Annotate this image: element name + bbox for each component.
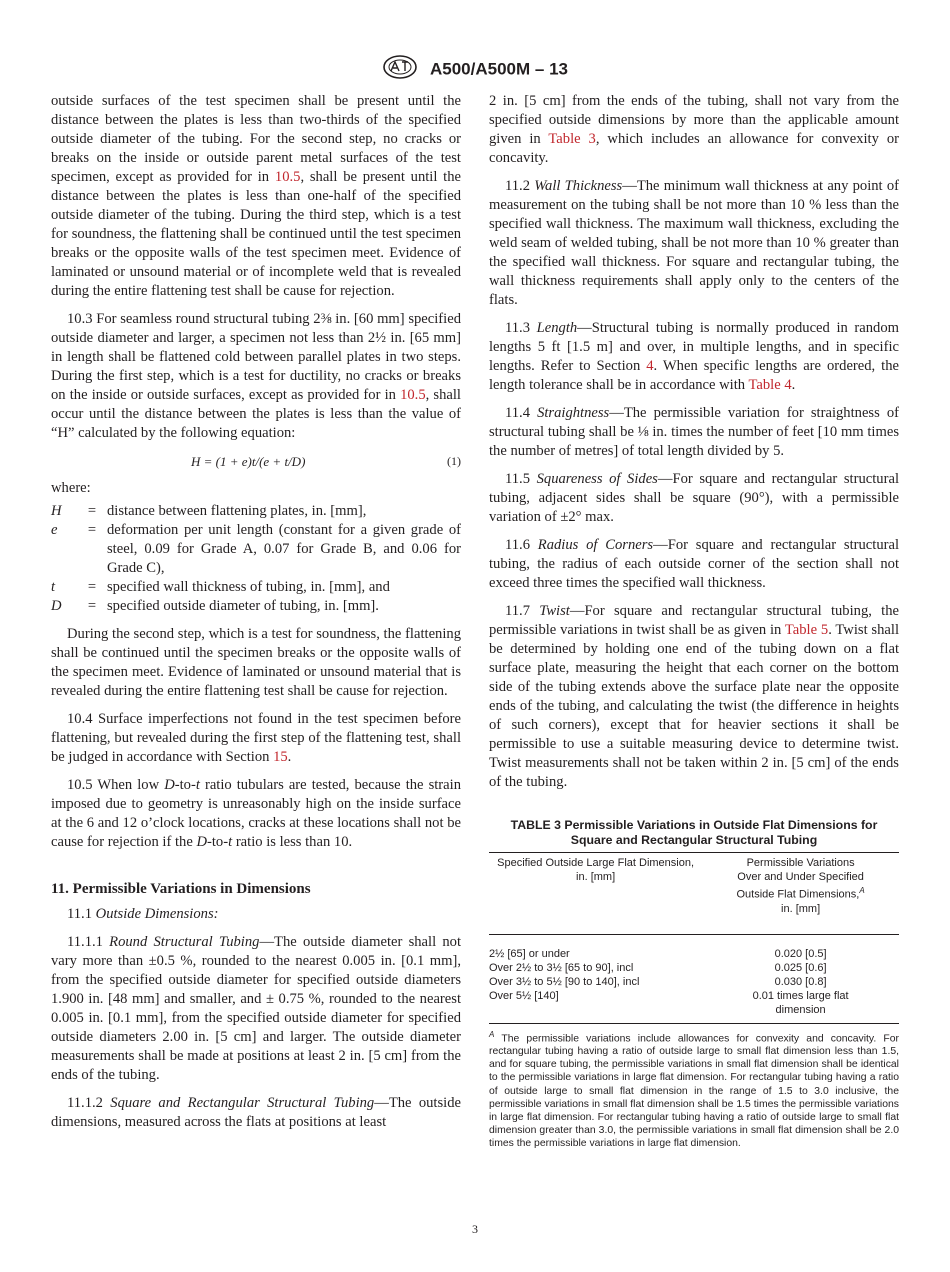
section-link[interactable]: 10.5 bbox=[400, 387, 426, 403]
section-link[interactable]: 4 bbox=[646, 358, 654, 374]
table-3 bbox=[489, 852, 899, 1024]
definition-row: e = deformation per unit length (constant for a given grade of steel, 0.09 for Grade A, 0.07 for Grade B, and 0.06 for Grade C), bbox=[51, 522, 461, 576]
paragraph: outside surfaces of the test specimen shall be present until the distance between the plates is less than two-thirds of the specified outside diameter of the tubing. For the second step, no cracks or breaks on the inside or outside parent metal surfaces of the test specimen, except as provided for in 10.5, shall be present until the distance between the plates is less than one-half of the specified outside diameter of the tubing. During the third step, which is a test for soundness, the flattening shall be continued until the test specimen breaks or the opposite walls of the test specimen meet. Evidence of laminated or unsound material or of incomplete weld that is revealed during the entire flattening test shall be cause for rejection. bbox=[51, 93, 462, 299]
section-link[interactable]: 15 bbox=[273, 749, 288, 765]
table-link[interactable]: Table 5 bbox=[784, 622, 829, 638]
column-header: Permissible Variations Over and Under Specified Outside Flat Dimensions,$^A$ in. [mm] bbox=[702, 853, 899, 935]
paragraph: 2 in. [5 cm] from the ends of the tubing, shall not vary from the specified outside dimensions by more than the applicable amount given in Table 3, which includes an allowance for convexity or concavity. bbox=[489, 93, 899, 166]
table-row: Over 2½ to 3½ [65 to 90], incl 0.025 [0.6] bbox=[489, 961, 827, 974]
table-3-title: TABLE 3 Permissible Variations in Outside Flat Dimensions for Square and Rectangular Structural Tubing bbox=[510, 818, 878, 847]
paragraph-11-2: 11.2 Wall Thickness—The minimum wall thickness at any point of measurement on the tubing shall be not more than 10 % less than the specified wall thickness. The maximum wall thickness, excluding the weld seam of welded tubing, shall be not more than 10 % greater than the specified wall thickness. For square and rectangular tubing, the wall thickness requirements shall apply only to the centers of the flats. bbox=[489, 178, 899, 308]
astm-logo-icon bbox=[382, 54, 418, 85]
section-link[interactable]: 10.5 bbox=[274, 169, 301, 185]
table-row: 2½ [65] or under 0.020 [0.5] bbox=[489, 947, 827, 960]
column-header: Specified Outside Large Flat Dimension, in. [mm] bbox=[489, 853, 702, 935]
definition-row: D = specified outside diameter of tubing, in. [mm]. bbox=[51, 598, 379, 614]
paragraph-10-3: 10.3 For seamless round structural tubing 2⅜ in. [60 mm] specified outside diameter and larger, a specimen not less than 2½ in. [65 mm] in length shall be flattened cold between parallel plates in two steps. During the first step, which is a test for ductility, no cracks or breaks on the inside or outside surfaces, except as provided for in 10.5, shall occur until the distance between the plates is less than the value of “H” calculated by the following equation: bbox=[51, 311, 461, 441]
page-number: 3 bbox=[472, 1222, 478, 1236]
equation-number: (1) bbox=[447, 454, 461, 468]
table-link[interactable]: Table 4 bbox=[748, 377, 792, 393]
definition-row: t = specified wall thickness of tubing, in. [mm], and bbox=[51, 579, 390, 595]
equation-1 bbox=[51, 452, 461, 471]
paragraph-11-4: 11.4 Straightness—The permissible variation for straightness of structural tubing shall be ⅛ in. times the number of feet [10 mm times the number of metres] of total length divided by 5. bbox=[489, 405, 899, 459]
paragraph-11-5: 11.5 Squareness of Sides—For square and rectangular structural tubing, adjacent sides shall be square (90°), with a permissible variation of ±2° max. bbox=[489, 471, 899, 525]
paragraph-11-1-1: 11.1.1 Round Structural Tubing—The outside diameter shall not vary more than ±0.5 %, rounded to the nearest 0.005 in. [0.1 mm], from the specified outside diameter for specified outside diameters 1.900 in. [48 mm] and smaller, and ± 0.75 %, rounded to the nearest 0.005 in. [0.1 mm], from the specified outside diameter for specified outside diameters 2.00 in. [5 cm] and larger. The outside diameter measurements shall be made at positions at least 2 in. [5 cm] from the ends of the tubing. bbox=[51, 934, 462, 1083]
paragraph-11-6: 11.6 Radius of Corners—For square and rectangular structural tubing, the radius of each outside corner of the section shall not exceed three times the specified wall thickness. bbox=[489, 537, 900, 591]
document-code: A500/A500M – 13 bbox=[430, 59, 568, 79]
definition-row: H = distance between flattening plates, in. [mm], bbox=[51, 503, 367, 519]
where-label: where: bbox=[51, 480, 91, 496]
equation-text: H = (1 + e)t/(e + t/D) bbox=[191, 454, 306, 469]
table-header-row bbox=[489, 853, 899, 935]
table-row: Over 3½ to 5½ [90 to 140], incl 0.030 [0.8] bbox=[489, 975, 827, 988]
symbol-definitions bbox=[51, 502, 461, 616]
paragraph-11-1: 11.1 Outside Dimensions: bbox=[67, 906, 219, 922]
paragraph-11-1-2: 11.1.2 Square and Rectangular Structural Tubing—The outside dimensions, measured across the flats at positions at least bbox=[51, 1095, 461, 1130]
left-column bbox=[51, 92, 461, 1141]
paragraph: During the second step, which is a test for soundness, the flattening shall be continued until the specimen breaks or the opposite walls of the specimen meet. Evidence of laminated or unsound material that is revealed during the entire flattening test shall be cause for rejection. bbox=[51, 626, 461, 699]
table-row: Over 5½ [140] 0.01 times large flat dimension bbox=[489, 989, 899, 1024]
section-heading: 11. Permissible Variations in Dimensions bbox=[51, 881, 311, 897]
table-footnote: $^A$ The permissible variations include allowances for convexity and concavity. For rectangular tubing having a ratio of outside large to small flat dimension less than 1.5, and for square tubing, the permissible variations in small flat dimension shall be identical to the permissible variations in large flat dimension. For rectangular tubing having a ratio of outside large to small flat dimension in the range of 1.5 to 3.0 inclusive, the permissible variations in small flat dimension shall be 1.5 times the permissible variations in large flat dimension. For rectangular tubing having a ratio of outside large to small flat dimension greater than 3.0, the permissible variations in small flat dimension shall be 2.0 times the permissible variations in large flat dimension. bbox=[489, 1029, 899, 1149]
paragraph-11-3: 11.3 Length—Structural tubing is normally produced in random lengths 5 ft [1.5 m] and over, in multiple lengths, and in specific lengths. Refer to Section 4. When specific lengths are ordered, the length tolerance shall be in accordance with Table 4. bbox=[489, 320, 899, 393]
paragraph-10-5: 10.5 When low D-to-t ratio tubulars are tested, because the strain imposed due to geometry is unreasonably high on the inside surface at the 6 and 12 o’clock locations, cracks at these locations shall not be cause for rejection if the D-to-t ratio is less than 10. bbox=[51, 777, 461, 850]
page-header bbox=[0, 54, 950, 85]
table-link[interactable]: Table 3 bbox=[548, 131, 596, 147]
right-column bbox=[489, 92, 899, 1150]
paragraph-11-7: 11.7 Twist—For square and rectangular structural tubing, the permissible variations in twist shall be as given in Table 5. Twist shall be determined by holding one end of the tubing down on a flat surface plate, measuring the height that each corner on the bottom side of the tubing extends above the surface plate near the opposite ends of the tubing, and calculating the twist (the difference in heights of such corners), except that for heavier sections it shall be permissible to use a suitable measuring device to determine twist. Twist measurements shall not be taken within 2 in. [5 cm] of the ends of the tubing. bbox=[489, 603, 899, 790]
paragraph-10-4: 10.4 Surface imperfections not found in the test specimen before flattening, but revealed during the first step of the flattening test, shall be judged in accordance with Section 15. bbox=[51, 711, 461, 765]
